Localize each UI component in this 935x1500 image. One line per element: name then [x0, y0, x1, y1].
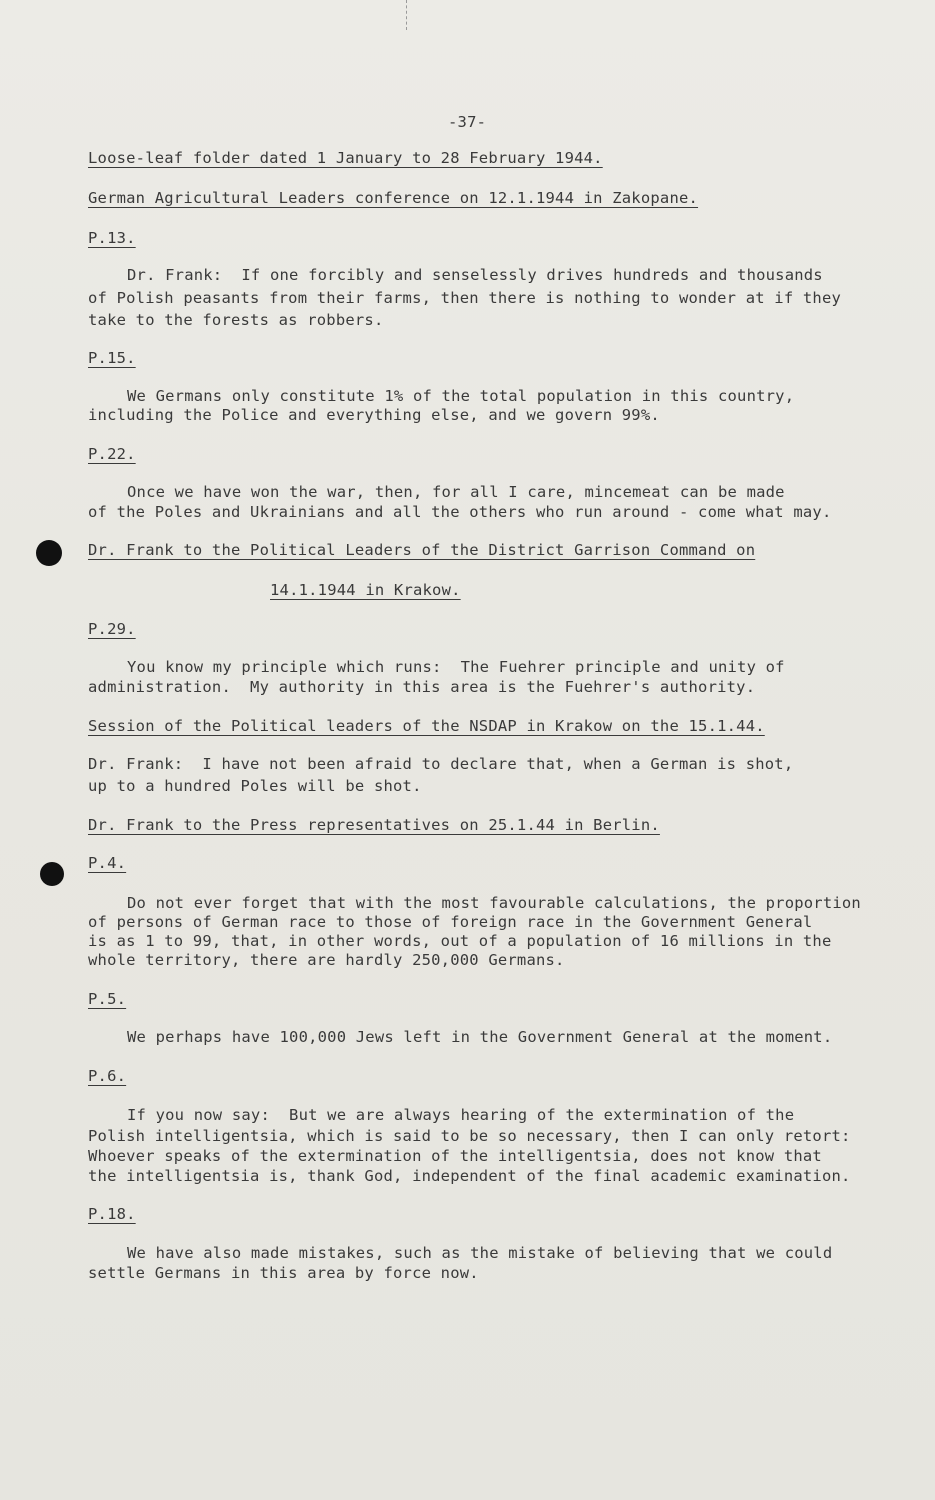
page-ref: P.15.: [88, 349, 136, 367]
paragraph-line: Do not ever forget that with the most favourable calculations, the proportion: [127, 894, 861, 912]
conference-heading: German Agricultural Leaders conference on 12.1.1944 in Zakopane.: [88, 189, 699, 207]
page-ref: P.6.: [88, 1067, 127, 1085]
paragraph-line: We perhaps have 100,000 Jews left in the Government General at the moment.: [127, 1028, 833, 1046]
paragraph-line: of Polish peasants from their farms, then there is nothing to wonder at if they: [88, 289, 842, 307]
paragraph-line: You know my principle which runs: The Fuehrer principle and unity of: [127, 658, 785, 676]
paragraph-line: We Germans only constitute 1% of the total population in this country,: [127, 387, 795, 405]
paragraph-line: Once we have won the war, then, for all I care, mincemeat can be made: [127, 483, 785, 501]
press-heading: Dr. Frank to the Press representatives on 25.1.44 in Berlin.: [88, 816, 660, 834]
page-ref: P.18.: [88, 1205, 136, 1223]
paragraph-line: Polish intelligentsia, which is said to be so necessary, then I can only retort:: [88, 1127, 851, 1145]
punch-hole-lower: [40, 862, 64, 886]
paragraph-line: We have also made mistakes, such as the mistake of believing that we could: [127, 1244, 833, 1262]
paragraph-line: Whoever speaks of the extermination of the intelligentsia, does not know that: [88, 1147, 822, 1165]
page-ref: P.13.: [88, 229, 136, 247]
paragraph-line: up to a hundred Poles will be shot.: [88, 777, 422, 795]
paragraph-line: Dr. Frank: If one forcibly and senselessly drives hundreds and thousands: [127, 266, 823, 284]
punch-hole-upper: [36, 540, 62, 566]
paragraph-line: of persons of German race to those of foreign race in the Government General: [88, 913, 813, 931]
paragraph-line: take to the forests as robbers.: [88, 311, 384, 329]
paragraph-line: of the Poles and Ukrainians and all the others who run around - come what may.: [88, 503, 832, 521]
page-ref: P.22.: [88, 445, 136, 463]
page-ref: P.29.: [88, 620, 136, 638]
session-heading: Session of the Political leaders of the NSDAP in Krakow on the 15.1.44.: [88, 717, 765, 735]
paragraph-line: whole territory, there are hardly 250,000 Germans.: [88, 951, 565, 969]
page-ref: P.5.: [88, 990, 127, 1008]
district-heading-line2: 14.1.1944 in Krakow.: [270, 581, 461, 599]
page-ref: P.4.: [88, 854, 127, 872]
paragraph-line: is as 1 to 99, that, in other words, out of a population of 16 millions in the: [88, 932, 832, 950]
paragraph-line: If you now say: But we are always hearing of the extermination of the: [127, 1106, 795, 1124]
paragraph-line: settle Germans in this area by force now.: [88, 1264, 479, 1282]
page-number: -37-: [448, 113, 487, 131]
paragraph-line: administration. My authority in this area is the Fuehrer's authority.: [88, 678, 756, 696]
paragraph-line: Dr. Frank: I have not been afraid to declare that, when a German is shot,: [88, 755, 794, 773]
paragraph-line: the intelligentsia is, thank God, independent of the final academic examination.: [88, 1167, 851, 1185]
fold-mark: [406, 0, 408, 30]
paragraph-line: including the Police and everything else, and we govern 99%.: [88, 406, 660, 424]
district-heading-line1: Dr. Frank to the Political Leaders of the District Garrison Command on: [88, 541, 756, 559]
folder-heading: Loose-leaf folder dated 1 January to 28 February 1944.: [88, 149, 603, 167]
